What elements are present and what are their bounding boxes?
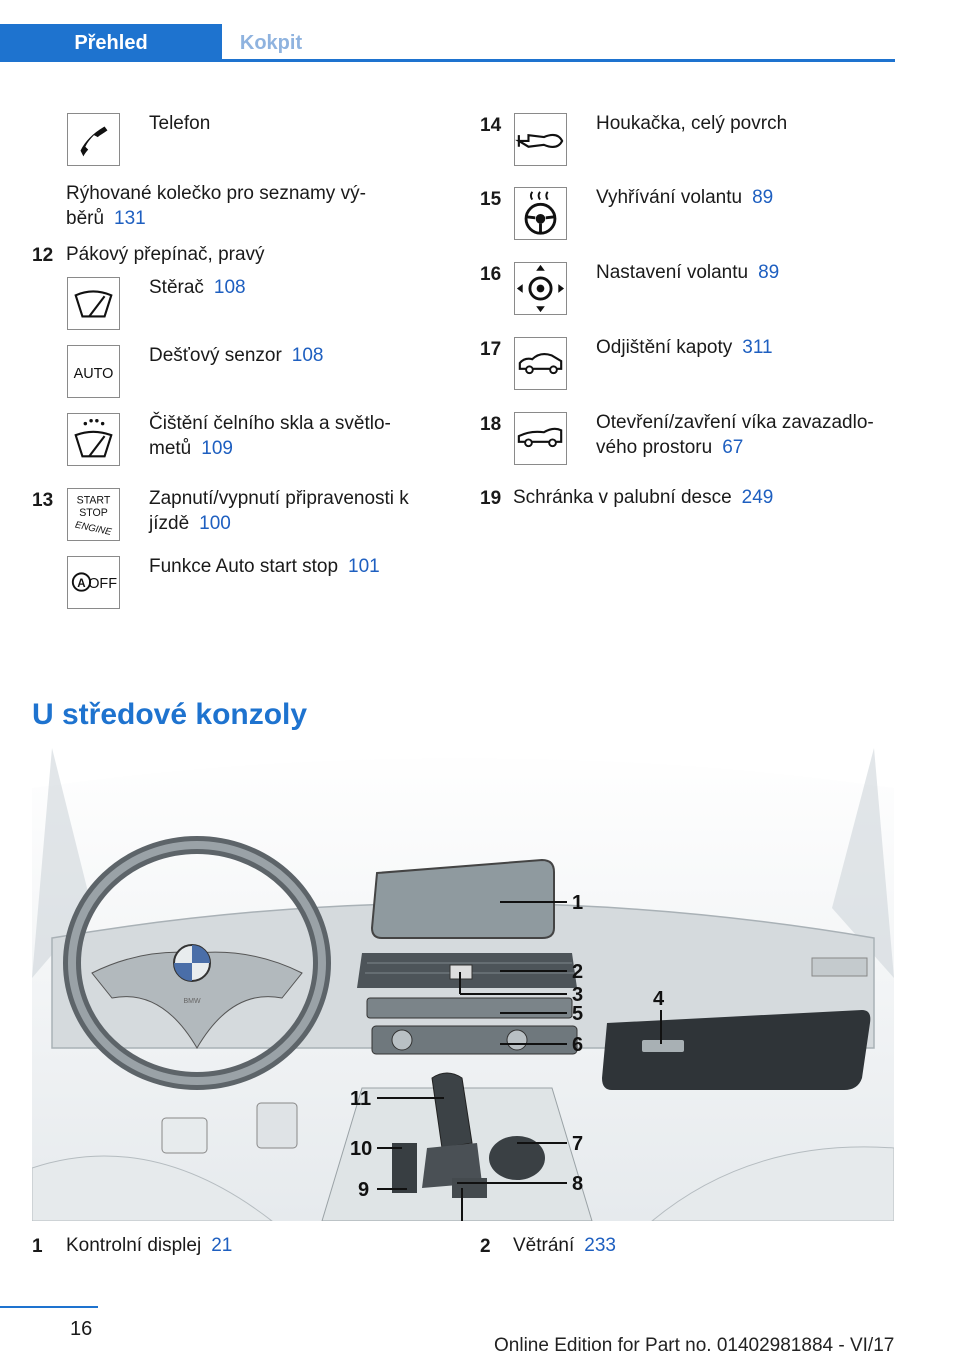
callout-7: 7 xyxy=(572,1133,584,1155)
phone-icon xyxy=(67,113,120,166)
legend-number: 1 xyxy=(32,1236,43,1257)
page-ref-link[interactable]: 89 xyxy=(752,187,774,208)
callout-8: 8 xyxy=(572,1173,584,1195)
hood-icon xyxy=(514,337,567,390)
item-number: 16 xyxy=(480,264,502,285)
tab-bar xyxy=(0,24,895,62)
trunk-label: Otevření/zavření víka zavazadlo- vého prostoru 67 xyxy=(596,412,874,458)
page-ref-link[interactable]: 109 xyxy=(201,438,233,459)
callout-2: 2 xyxy=(572,961,584,983)
page-ref-link[interactable]: 233 xyxy=(584,1235,616,1256)
svg-text:OFF: OFF xyxy=(88,575,118,592)
glovebox-label: Schránka v palubní desce 249 xyxy=(513,487,774,508)
rain-sensor-label: Dešťový senzor 108 xyxy=(149,345,324,366)
legend-number: 2 xyxy=(480,1236,491,1257)
dashboard-illustration xyxy=(32,748,894,1221)
telefon-label: Telefon xyxy=(149,113,211,134)
item-number: 19 xyxy=(480,488,502,509)
item-number: 17 xyxy=(480,339,502,360)
auto-start-stop-label: Funkce Auto start stop 101 xyxy=(149,556,380,577)
page-ref-link[interactable]: 249 xyxy=(741,487,774,508)
page-ref-link[interactable]: 131 xyxy=(114,208,146,229)
svg-text:A: A xyxy=(77,577,86,590)
item-number: 14 xyxy=(480,115,502,136)
wheel-adjust-label: Nastavení volantu 89 xyxy=(596,262,780,283)
page-ref-link[interactable]: 100 xyxy=(199,513,231,534)
svg-text:BMW: BMW xyxy=(183,998,201,1005)
callout-11: 11 xyxy=(350,1088,372,1110)
legend-item-2: Větrání 233 xyxy=(513,1235,616,1256)
item-number: 15 xyxy=(480,189,502,210)
heated-wheel-label: Vyhřívání volantu 89 xyxy=(596,187,774,208)
engine-start-label: Zapnutí/vypnutí připravenosti k jízdě 100 xyxy=(149,488,409,534)
horn-label: Houkačka, celý povrch xyxy=(596,113,788,134)
auto-start-stop-icon xyxy=(67,556,120,609)
page-ref-link[interactable]: 108 xyxy=(213,277,246,298)
svg-text:ENGINE: ENGINE xyxy=(74,519,113,539)
svg-text:START: START xyxy=(76,494,111,507)
auto-icon xyxy=(67,345,120,398)
heated-wheel-icon xyxy=(514,187,567,240)
washer-label: Čištění čelního skla a světlo- metů 109 xyxy=(149,413,391,459)
edition-note: Online Edition for Part no. 01402981884 - VI/17 xyxy=(494,1335,895,1356)
page-ref-link[interactable]: 311 xyxy=(742,337,773,358)
hood-label: Odjištění kapoty 311 xyxy=(596,337,773,358)
svg-text:AUTO: AUTO xyxy=(73,365,114,382)
center-console-figure xyxy=(32,748,894,1221)
tab-underline xyxy=(0,59,895,62)
page-number: 16 xyxy=(70,1318,93,1340)
page-ref-link[interactable]: 101 xyxy=(348,556,380,577)
trunk-icon xyxy=(514,412,567,465)
item-number: 12 xyxy=(32,245,54,266)
right-lever-label: Pákový přepínač, pravý xyxy=(66,244,265,265)
callout-5: 5 xyxy=(572,1003,584,1025)
callout-10: 10 xyxy=(350,1138,373,1160)
washer-icon xyxy=(67,413,120,466)
start-stop-icon xyxy=(67,488,120,541)
page-ref-link[interactable]: 21 xyxy=(211,1235,233,1256)
wiper-label: Stěrač 108 xyxy=(149,277,246,298)
callout-1: 1 xyxy=(572,892,584,914)
wiper-icon xyxy=(67,277,120,330)
wheel-scroll-label: Rýhované kolečko pro seznamy vý- běrů 131 xyxy=(66,183,366,229)
tab-prehled[interactable]: Přehled xyxy=(0,24,222,62)
callout-4: 4 xyxy=(653,988,665,1010)
page-ref-link[interactable]: 89 xyxy=(758,262,780,283)
footer-rule xyxy=(0,1306,98,1308)
svg-text:STOP: STOP xyxy=(79,506,108,519)
section-title: U středové konzoly xyxy=(32,698,308,731)
page-ref-link[interactable]: 108 xyxy=(291,345,324,366)
legend-item-1: Kontrolní displej 21 xyxy=(66,1235,233,1256)
callout-9: 9 xyxy=(358,1179,370,1201)
item-number: 18 xyxy=(480,414,502,435)
item-number: 13 xyxy=(32,490,54,511)
horn-icon xyxy=(514,113,567,166)
wheel-adjust-icon xyxy=(514,262,567,315)
page-ref-link[interactable]: 67 xyxy=(722,437,744,458)
tab-kokpit[interactable]: Kokpit xyxy=(239,32,303,54)
callout-6: 6 xyxy=(572,1034,584,1056)
callout-3: 3 xyxy=(572,984,584,1006)
